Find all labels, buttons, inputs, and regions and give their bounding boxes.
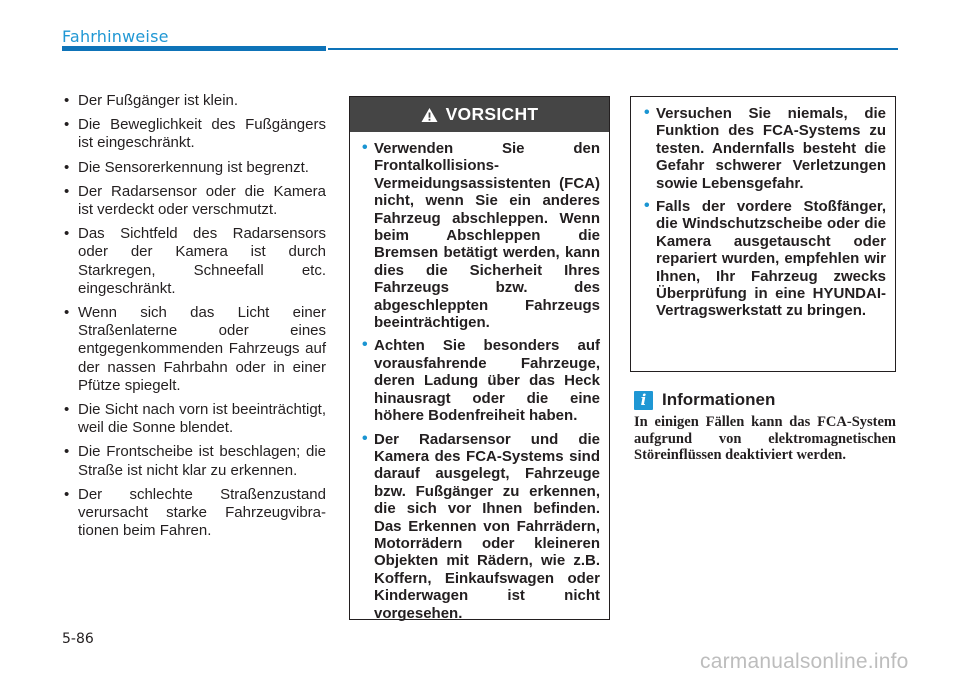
header-rule-thick bbox=[62, 46, 326, 51]
warning-icon bbox=[421, 107, 438, 123]
caution-continued-list bbox=[645, 105, 886, 320]
caution-header bbox=[350, 97, 609, 132]
list-item: • Die Frontscheibe ist beschlagen; die Straße ist nicht klar zu erkennen. bbox=[64, 443, 326, 479]
caution-list bbox=[363, 140, 600, 622]
list-item: • Das Sichtfeld des Radarsensors oder der Kamera ist durch Starkregen, Schneefall etc. eingeschränkt. bbox=[64, 225, 326, 297]
list-item: • Verwenden Sie den Frontalkollisions-Vermeidungsassistenten (FCA) nicht, wenn Sie ein anderes Fahrzeug abschleppen. Wenn beim Abschleppen die Bremsen betätigt werden, kann dies die Sicherheit Ihres Fahrzeugs bzw. des abgeschleppten Fahrzeugs beeinträchtigen. bbox=[362, 139, 600, 332]
info-icon: i bbox=[634, 391, 653, 410]
page-number: 5-86 bbox=[62, 631, 94, 647]
list-item: • Die Sensorerkennung ist begrenzt. bbox=[64, 158, 309, 176]
caution-body bbox=[350, 132, 609, 622]
condition-list bbox=[62, 92, 326, 540]
list-item: • Der schlechte Straßenzustand verursacht starke Fahrzeugvibrationen beim Fahren. bbox=[64, 485, 326, 540]
info-title: Informationen bbox=[662, 390, 776, 409]
list-item: • Falls der vordere Stoßfänger, die Windschutzscheibe oder die Kamera ausgetauscht oder repariert wurden, empfehlen wir Ihnen, Ihr Fahrzeug zwecks Überprüfung in eine HYUNDAI-Vertragswerkstatt zu bringen. bbox=[644, 197, 886, 320]
info-text: In einigen Fällen kann das FCA-System aufgrund von elektromagnetischen Störeinflüssen deaktiviert werden. bbox=[634, 414, 896, 463]
list-item: • Versuchen Sie niemals, die Funktion des FCA-Systems zu testen. Andernfalls besteht die Gefahr schwerer Verletzungen sowie Lebensgefahr. bbox=[644, 104, 886, 192]
caution-box bbox=[349, 96, 610, 620]
caution-continued-box bbox=[630, 96, 896, 372]
list-item: • Wenn sich das Licht einer Straßenlaterne oder eines entgegenkommenden Fahrzeugs auf der nassen Fahrbahn oder in einer Pfütze spiegelt. bbox=[64, 304, 326, 394]
list-item: • Die Beweglichkeit des Fußgängers ist eingeschränkt. bbox=[64, 116, 326, 152]
caution-title: VORSICHT bbox=[445, 104, 539, 124]
list-item: • Der Radarsensor und die Kamera des FCA-Systems sind darauf ausgelegt, Fahrzeuge bzw. Fußgänger zu erkennen, die sich vor Ihnen befinden. Das Erkennen von Fahrrädern, Motorrädern oder kleineren Objekten mit Rädern, wie z.B. Koffern, Einkaufswagen oder Kinderwagen ist nicht vorgesehen. bbox=[362, 429, 600, 622]
list-item: • Achten Sie besonders auf vorausfahrende Fahrzeuge, deren Ladung über das Heck hinausragt oder die eine höhere Bodenfreiheit haben. bbox=[362, 336, 600, 425]
info-heading bbox=[634, 390, 775, 410]
list-item: • Der Radarsensor oder die Kamera ist verdeckt oder verschmutzt. bbox=[64, 182, 326, 219]
left-column bbox=[62, 92, 326, 546]
watermark: carmanualsonline.info bbox=[700, 650, 909, 673]
list-item: • Der Fußgänger ist klein. bbox=[64, 92, 239, 109]
header-rule-thin bbox=[328, 48, 898, 50]
list-item: • Die Sicht nach vorn ist beeinträchtigt, weil die Sonne blendet. bbox=[64, 401, 326, 437]
header-title: Fahrhinweise bbox=[62, 27, 169, 46]
